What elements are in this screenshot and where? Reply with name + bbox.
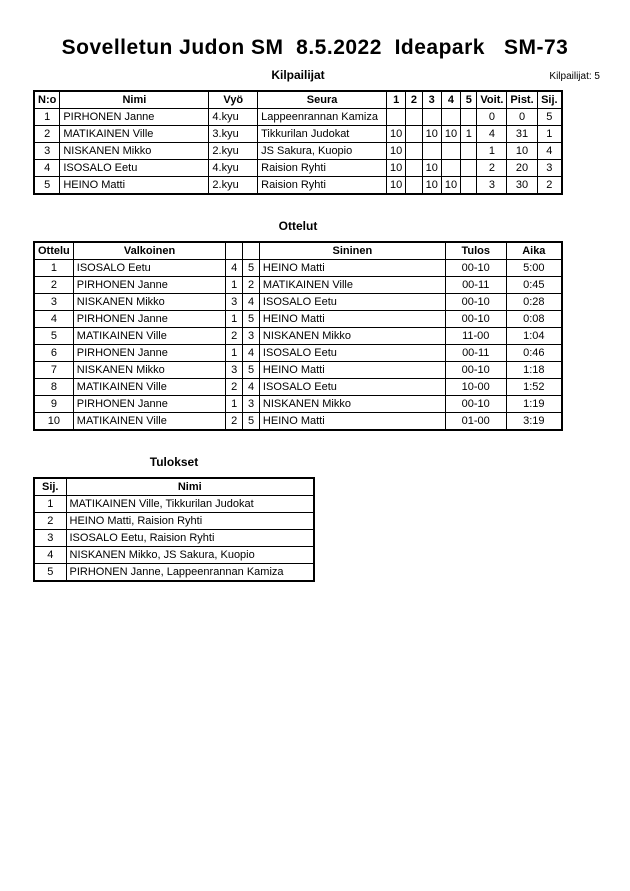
table-row [34, 160, 562, 177]
column-header-pist: Pist. [507, 91, 537, 109]
cell-match-no: 3 [34, 294, 73, 311]
table-row [34, 345, 562, 362]
cell-seura: JS Sakura, Kuopio [258, 143, 387, 160]
cell-white-name: MATIKAINEN Ville [73, 328, 225, 345]
cell-score-2 [406, 109, 422, 126]
column-header-white-no [226, 242, 243, 260]
table-row [34, 260, 562, 277]
cell-score-5 [461, 177, 477, 195]
cell-seura: Tikkurilan Judokat [258, 126, 387, 143]
cell-time: 0:28 [506, 294, 562, 311]
cell-match-no: 2 [34, 277, 73, 294]
cell-white-no: 2 [226, 328, 243, 345]
cell-voit: 1 [477, 143, 507, 160]
cell-blue-name: HEINO Matti [259, 413, 445, 431]
column-header-sij: Sij. [537, 91, 562, 109]
table-row [34, 362, 562, 379]
cell-seura: Raision Ryhti [258, 177, 387, 195]
ottelut-heading-row [33, 219, 563, 237]
table-row [34, 413, 562, 431]
cell-time: 3:19 [506, 413, 562, 431]
cell-voit: 4 [477, 126, 507, 143]
cell-sij: 3 [537, 160, 562, 177]
column-header-nimi: Nimi [66, 478, 314, 496]
table-row [34, 177, 562, 195]
column-header-sij: Sij. [34, 478, 66, 496]
cell-competitor: HEINO Matti, Raision Ryhti [66, 513, 314, 530]
cell-score-4 [441, 160, 460, 177]
cell-blue-name: ISOSALO Eetu [259, 294, 445, 311]
cell-voit: 2 [477, 160, 507, 177]
cell-blue-no: 3 [243, 328, 260, 345]
ottelut-table [33, 241, 563, 431]
cell-blue-no: 5 [243, 311, 260, 328]
cell-vyo: 4.kyu [209, 109, 258, 126]
cell-competitor: PIRHONEN Janne, Lappeenrannan Kamiza [66, 564, 314, 582]
table-row [34, 513, 314, 530]
cell-nimi: ISOSALO Eetu [60, 160, 209, 177]
cell-no: 3 [34, 143, 60, 160]
kilpailijat-header-row [34, 91, 562, 109]
column-header-sininen: Sininen [259, 242, 445, 260]
cell-blue-name: NISKANEN Mikko [259, 396, 445, 413]
cell-nimi: MATIKAINEN Ville [60, 126, 209, 143]
column-header-ottelu: Ottelu [34, 242, 73, 260]
cell-score-5 [461, 143, 477, 160]
column-header-seura: Seura [258, 91, 387, 109]
cell-white-no: 2 [226, 379, 243, 396]
cell-nimi: PIRHONEN Janne [60, 109, 209, 126]
cell-sij: 5 [537, 109, 562, 126]
cell-competitor: NISKANEN Mikko, JS Sakura, Kuopio [66, 547, 314, 564]
cell-pist: 30 [507, 177, 537, 195]
cell-match-no: 7 [34, 362, 73, 379]
cell-match-no: 5 [34, 328, 73, 345]
cell-white-no: 3 [226, 362, 243, 379]
cell-white-no: 1 [226, 311, 243, 328]
cell-result: 00-10 [445, 311, 506, 328]
cell-blue-name: HEINO Matti [259, 260, 445, 277]
column-header-voit: Voit. [477, 91, 507, 109]
section-heading-ottelut: Ottelut [278, 219, 318, 233]
column-header-no: N:o [34, 91, 60, 109]
table-row [34, 396, 562, 413]
cell-score-3: 10 [422, 126, 441, 143]
cell-white-name: PIRHONEN Janne [73, 396, 225, 413]
cell-time: 5:00 [506, 260, 562, 277]
cell-competitor: ISOSALO Eetu, Raision Ryhti [66, 530, 314, 547]
cell-score-3: 10 [422, 177, 441, 195]
cell-sij: 1 [537, 126, 562, 143]
cell-white-no: 1 [226, 277, 243, 294]
cell-white-name: NISKANEN Mikko [73, 294, 225, 311]
cell-result: 10-00 [445, 379, 506, 396]
cell-seura: Raision Ryhti [258, 160, 387, 177]
cell-blue-no: 4 [243, 345, 260, 362]
table-row [34, 379, 562, 396]
cell-score-1 [387, 109, 406, 126]
cell-rank: 2 [34, 513, 66, 530]
cell-score-2 [406, 160, 422, 177]
cell-sij: 2 [537, 177, 562, 195]
table-row [34, 294, 562, 311]
cell-blue-no: 5 [243, 362, 260, 379]
cell-no: 1 [34, 109, 60, 126]
cell-competitor: MATIKAINEN Ville, Tikkurilan Judokat [66, 496, 314, 513]
cell-score-1: 10 [387, 143, 406, 160]
cell-match-no: 4 [34, 311, 73, 328]
column-header-2: 2 [406, 91, 422, 109]
cell-result: 01-00 [445, 413, 506, 431]
table-row [34, 496, 314, 513]
document-body [33, 68, 600, 582]
cell-score-4 [441, 109, 460, 126]
cell-white-name: MATIKAINEN Ville [73, 379, 225, 396]
cell-vyo: 2.kyu [209, 143, 258, 160]
cell-result: 00-11 [445, 277, 506, 294]
cell-white-name: MATIKAINEN Ville [73, 413, 225, 431]
cell-match-no: 8 [34, 379, 73, 396]
tulokset-header-row [34, 478, 314, 496]
cell-score-5: 1 [461, 126, 477, 143]
cell-result: 00-10 [445, 396, 506, 413]
table-row [34, 277, 562, 294]
cell-rank: 4 [34, 547, 66, 564]
column-header-4: 4 [441, 91, 460, 109]
competitors-count-label: Kilpailijat: 5 [549, 71, 600, 82]
ottelut-header-row [34, 242, 562, 260]
cell-score-1: 10 [387, 177, 406, 195]
cell-no: 2 [34, 126, 60, 143]
column-header-vyo: Vyö [209, 91, 258, 109]
column-header-blue-no [243, 242, 260, 260]
section-heading-tulokset: Tulokset [149, 455, 199, 469]
cell-white-no: 3 [226, 294, 243, 311]
cell-white-name: PIRHONEN Janne [73, 277, 225, 294]
cell-result: 00-11 [445, 345, 506, 362]
cell-time: 1:04 [506, 328, 562, 345]
column-header-3: 3 [422, 91, 441, 109]
tulokset-heading-row [33, 455, 315, 473]
cell-pist: 20 [507, 160, 537, 177]
cell-white-name: ISOSALO Eetu [73, 260, 225, 277]
cell-pist: 0 [507, 109, 537, 126]
tulokset-section [33, 455, 315, 582]
column-header-aika: Aika [506, 242, 562, 260]
cell-blue-no: 5 [243, 260, 260, 277]
cell-blue-name: ISOSALO Eetu [259, 379, 445, 396]
cell-rank: 3 [34, 530, 66, 547]
table-row [34, 547, 314, 564]
cell-match-no: 6 [34, 345, 73, 362]
cell-no: 5 [34, 177, 60, 195]
column-header-5: 5 [461, 91, 477, 109]
cell-score-4: 10 [441, 126, 460, 143]
table-row [34, 564, 314, 582]
cell-blue-name: ISOSALO Eetu [259, 345, 445, 362]
cell-pist: 31 [507, 126, 537, 143]
cell-score-2 [406, 177, 422, 195]
column-header-tulos: Tulos [445, 242, 506, 260]
cell-time: 1:52 [506, 379, 562, 396]
cell-score-3 [422, 143, 441, 160]
cell-blue-no: 4 [243, 379, 260, 396]
table-row [34, 311, 562, 328]
cell-white-name: NISKANEN Mikko [73, 362, 225, 379]
cell-score-4: 10 [441, 177, 460, 195]
cell-white-no: 1 [226, 345, 243, 362]
column-header-1: 1 [387, 91, 406, 109]
page-title: Sovelletun Judon SM 8.5.2022 Ideapark SM-73 [61, 36, 569, 59]
cell-result: 11-00 [445, 328, 506, 345]
cell-voit: 0 [477, 109, 507, 126]
cell-score-2 [406, 126, 422, 143]
cell-blue-name: HEINO Matti [259, 362, 445, 379]
cell-time: 1:18 [506, 362, 562, 379]
cell-score-4 [441, 143, 460, 160]
cell-vyo: 2.kyu [209, 177, 258, 195]
cell-no: 4 [34, 160, 60, 177]
cell-white-no: 2 [226, 413, 243, 431]
cell-blue-no: 3 [243, 396, 260, 413]
kilpailijat-table [33, 90, 563, 195]
table-row [34, 126, 562, 143]
cell-vyo: 4.kyu [209, 160, 258, 177]
section-heading-kilpailijat: Kilpailijat [271, 68, 325, 82]
cell-score-5 [461, 160, 477, 177]
cell-result: 00-10 [445, 294, 506, 311]
table-row [34, 109, 562, 126]
cell-result: 00-10 [445, 362, 506, 379]
cell-white-name: PIRHONEN Janne [73, 345, 225, 362]
table-row [34, 530, 314, 547]
cell-blue-name: HEINO Matti [259, 311, 445, 328]
cell-white-no: 1 [226, 396, 243, 413]
cell-score-3 [422, 109, 441, 126]
table-row [34, 328, 562, 345]
cell-seura: Lappeenrannan Kamiza [258, 109, 387, 126]
cell-score-1: 10 [387, 126, 406, 143]
cell-result: 00-10 [445, 260, 506, 277]
tulokset-table [33, 477, 315, 582]
column-header-valkoinen: Valkoinen [73, 242, 225, 260]
cell-white-name: PIRHONEN Janne [73, 311, 225, 328]
kilpailijat-heading-row [33, 68, 600, 86]
cell-vyo: 3.kyu [209, 126, 258, 143]
cell-blue-name: MATIKAINEN Ville [259, 277, 445, 294]
cell-blue-name: NISKANEN Mikko [259, 328, 445, 345]
cell-score-1: 10 [387, 160, 406, 177]
cell-rank: 1 [34, 496, 66, 513]
cell-match-no: 1 [34, 260, 73, 277]
cell-time: 0:08 [506, 311, 562, 328]
cell-score-5 [461, 109, 477, 126]
cell-match-no: 10 [34, 413, 73, 431]
cell-rank: 5 [34, 564, 66, 582]
cell-match-no: 9 [34, 396, 73, 413]
cell-sij: 4 [537, 143, 562, 160]
table-row [34, 143, 562, 160]
cell-pist: 10 [507, 143, 537, 160]
cell-blue-no: 5 [243, 413, 260, 431]
cell-nimi: HEINO Matti [60, 177, 209, 195]
cell-white-no: 4 [226, 260, 243, 277]
cell-time: 0:46 [506, 345, 562, 362]
cell-blue-no: 2 [243, 277, 260, 294]
cell-score-3: 10 [422, 160, 441, 177]
cell-time: 0:45 [506, 277, 562, 294]
cell-score-2 [406, 143, 422, 160]
cell-time: 1:19 [506, 396, 562, 413]
cell-blue-no: 4 [243, 294, 260, 311]
column-header-nimi: Nimi [60, 91, 209, 109]
cell-nimi: NISKANEN Mikko [60, 143, 209, 160]
cell-voit: 3 [477, 177, 507, 195]
